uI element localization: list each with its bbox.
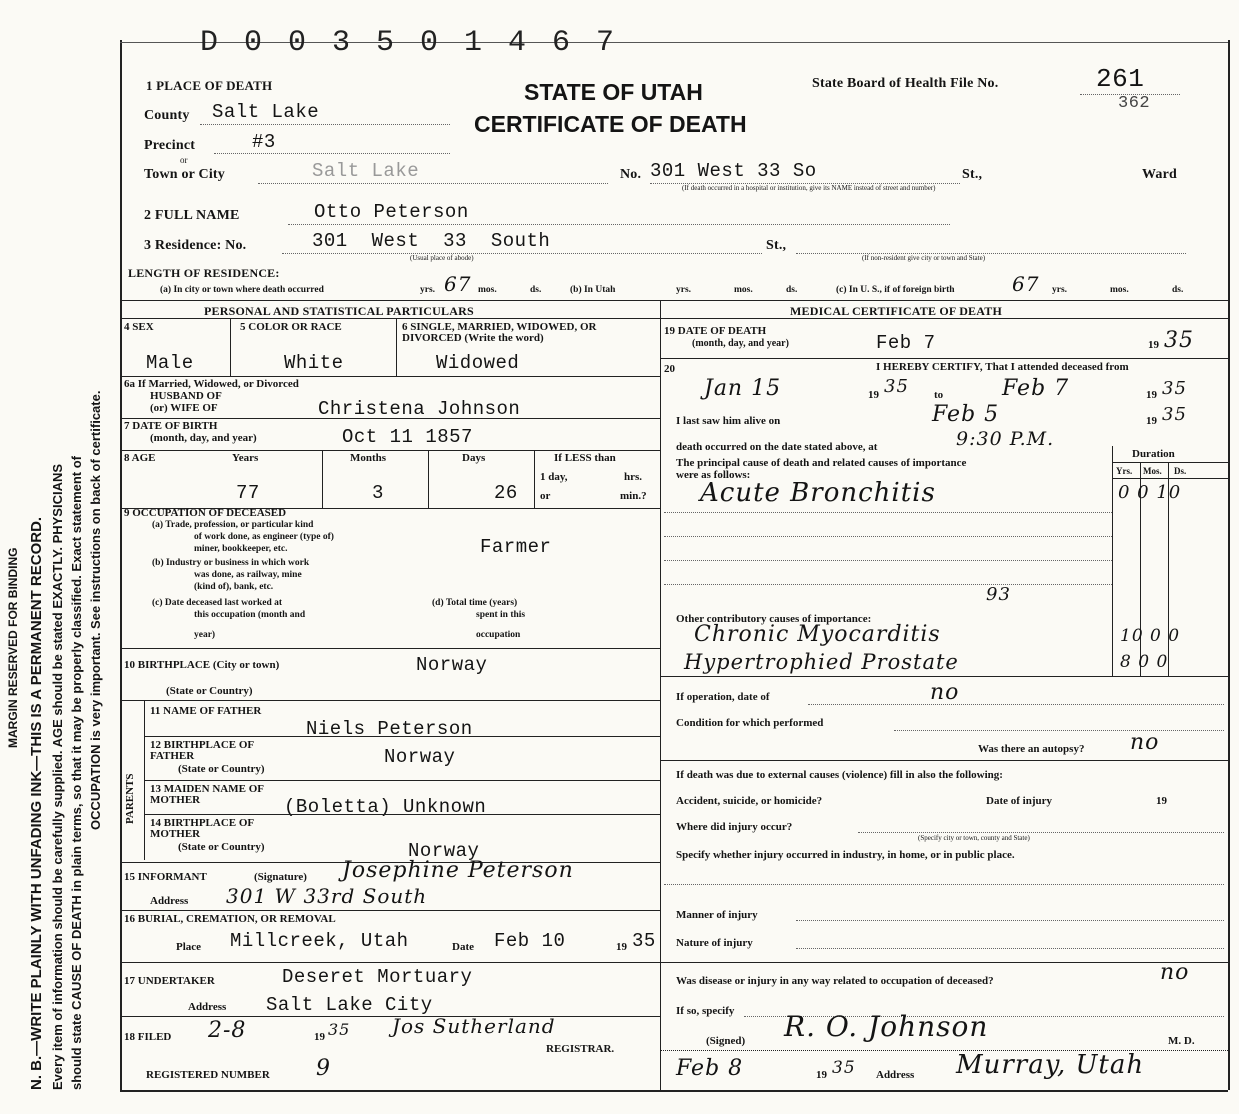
father-bp-value: Norway: [384, 746, 456, 768]
duration-rule-1: [1112, 462, 1228, 463]
condition-label: Condition for which performed: [676, 717, 824, 729]
occ-b-line-1: (b) Industry or business in which work: [152, 558, 310, 568]
in-utah-label: (b) In Utah: [570, 285, 616, 295]
informant-address: 301 W 33rd South: [226, 884, 428, 908]
spouse-label-2: HUSBAND OF: [150, 390, 222, 402]
physician-address: Murray, Utah: [956, 1050, 1145, 1080]
med-rule-1: [660, 358, 1228, 359]
burial-date-label: Date: [452, 941, 474, 953]
burial-year-value: 35: [632, 930, 656, 952]
undertaker-name: Deseret Mortuary: [282, 966, 473, 988]
row-rule-11: [120, 910, 660, 911]
row-rule-1: [120, 376, 660, 377]
row-rule-12: [120, 962, 660, 963]
dob-label-2: (month, day, and year): [150, 432, 257, 444]
age-years-value: 77: [236, 482, 260, 504]
spouse-label-1: 6a If Married, Widowed, or Divorced: [124, 378, 299, 390]
file-no-value: 261: [1096, 64, 1145, 94]
birthplace-state-label: (State or Country): [166, 685, 253, 697]
father-name-label: 11 NAME OF FATHER: [150, 705, 262, 717]
birthplace-label: 10 BIRTHPLACE (City or town): [124, 659, 280, 671]
row-rule-7: [144, 736, 660, 737]
residence-line: [282, 253, 762, 254]
city-ds-label: ds.: [530, 285, 542, 295]
filed-year: 35: [328, 1020, 351, 1039]
in-city-label: (a) In city or town where death occurred: [160, 285, 324, 295]
length-residence-label: LENGTH OF RESIDENCE:: [128, 266, 280, 280]
row-rule-9: [144, 814, 660, 815]
injury-specify-line: [664, 884, 1224, 885]
age-divider-2: [428, 450, 429, 508]
last-saw-yr-prefix: 19: [1146, 415, 1157, 427]
occ-b-line-2: was done, as railway, mine: [194, 570, 302, 580]
sign-year: 35: [832, 1058, 856, 1078]
margin-instructions-2: should state CAUSE OF DEATH in plain terms, so that it may be properly classified. Exact statement of: [69, 455, 84, 1090]
cause-label-2: were as follows:: [676, 469, 751, 481]
min-label: min.?: [620, 490, 647, 502]
mother-bp-state-label: (State or Country): [178, 841, 265, 853]
row-rule-6: [120, 700, 660, 701]
margin-binding-note: MARGIN RESERVED FOR BINDING: [6, 547, 20, 748]
us-ds-label: ds.: [1172, 285, 1184, 295]
outer-left-border: [120, 40, 122, 1090]
father-bp-label: 12 BIRTHPLACE OF FATHER: [150, 739, 254, 762]
operation-value: no: [930, 680, 960, 705]
row-rule-2: [120, 418, 660, 419]
street-no-label: No.: [620, 167, 642, 182]
burial-place-value: Millcreek, Utah: [230, 930, 409, 952]
ward-label: Ward: [1142, 167, 1178, 182]
town-label: Town or City: [144, 167, 225, 182]
occ-a-line-1: (a) Trade, profession, or particular kind: [152, 520, 314, 530]
principal-cause-duration: 0 0 10: [1118, 482, 1182, 503]
cause-label-1: The principal cause of death and related causes of importance: [676, 457, 967, 469]
age-months-value: 3: [372, 482, 384, 504]
undertaker-label: 17 UNDERTAKER: [124, 975, 215, 987]
nature-label: Nature of injury: [676, 937, 753, 949]
undertaker-address: Salt Lake City: [266, 994, 433, 1016]
mother-bp-label: 14 BIRTHPLACE OF MOTHER: [150, 817, 254, 840]
age-divider-3: [534, 450, 535, 508]
street-label: St.,: [962, 167, 983, 182]
principal-cause: Acute Bronchitis: [700, 478, 936, 508]
certify-label: I HEREBY CERTIFY, That I attended deceased from: [876, 361, 1129, 373]
color-marital-divider: [396, 318, 397, 376]
other-causes-label: Other contributory causes of importance:: [676, 613, 872, 625]
place-of-death-heading: 1 PLACE OF DEATH: [146, 78, 273, 93]
age-days-label: Days: [462, 452, 486, 464]
father-bp-state-label: (State or Country): [178, 763, 265, 775]
manner-label: Manner of injury: [676, 909, 758, 921]
filed-year-prefix: 19: [314, 1031, 325, 1043]
mother-name-label: 13 MAIDEN NAME OF MOTHER: [150, 783, 264, 806]
residence-label: 3 Residence: No.: [144, 238, 247, 253]
outer-right-border: [1228, 40, 1230, 1090]
sign-date: Feb 8: [676, 1056, 744, 1081]
occ-d-line-1: (d) Total time (years): [432, 598, 518, 608]
column-divider: [660, 300, 661, 1090]
external-causes-label: If death was due to external causes (violence) fill in also the following:: [676, 769, 1003, 781]
related-label: Was disease or injury in any way related to occupation of deceased?: [676, 975, 994, 987]
condition-line: [894, 730, 1224, 731]
row-rule-13: [120, 1016, 660, 1017]
informant-label: 15 INFORMANT: [124, 871, 207, 883]
informant-signature: Josephine Peterson: [342, 858, 574, 883]
physician-address-label: Address: [876, 1069, 915, 1081]
filed-label: 18 FILED: [124, 1031, 172, 1043]
precinct-label: Precinct: [144, 138, 196, 153]
date-of-death-label-2: (month, day, and year): [692, 338, 789, 349]
color-label: 5 COLOR OR RACE: [240, 321, 342, 333]
us-mos-label: mos.: [1110, 285, 1129, 295]
or-label: or: [540, 490, 551, 502]
dod-year-value: 35: [1164, 328, 1194, 353]
father-name-value: Niels Peterson: [306, 718, 473, 740]
title-state: STATE OF UTAH: [524, 79, 703, 105]
town-value: Salt Lake: [312, 160, 420, 182]
related-value: no: [1160, 960, 1190, 985]
row-rule-3: [120, 450, 660, 451]
or-connector: or: [180, 155, 188, 165]
marital-value: Widowed: [436, 352, 520, 374]
med-rule-2: [660, 676, 1228, 677]
occurred-label: death occurred on the date stated above, at: [676, 441, 878, 453]
city-yrs-value: 67: [444, 272, 472, 296]
operation-line: [808, 704, 1224, 705]
attended-to-label: to: [934, 389, 944, 401]
other-cause-2: Hypertrophied Prostate: [684, 650, 959, 674]
undertaker-address-label: Address: [188, 1001, 227, 1013]
in-us-label: (c) In U. S., if of foreign birth: [836, 285, 955, 295]
occupation-heading: 9 OCCUPATION OF DECEASED: [124, 507, 287, 519]
precinct-value: #3: [252, 131, 276, 153]
time-of-death: 9:30 P.M.: [956, 428, 1055, 450]
full-name-value: Otto Peterson: [314, 201, 469, 223]
duration-label: Duration: [1132, 448, 1175, 460]
nonresident-note: (If non-resident give city or town and State): [862, 254, 986, 262]
row-rule-5: [120, 648, 660, 649]
burial-date-value: Feb 10: [494, 930, 566, 952]
autopsy-label: Was there an autopsy?: [978, 743, 1085, 755]
cause-line-1: [664, 512, 1112, 513]
nonresident-line: [796, 253, 1186, 254]
less-than-label: If LESS than: [554, 452, 616, 464]
age-label: 8 AGE: [124, 452, 156, 464]
full-name-line: [288, 224, 950, 225]
date-of-death-label-1: 19 DATE OF DEATH: [664, 325, 767, 337]
age-months-label: Months: [350, 452, 387, 464]
attended-from-yr: 35: [884, 376, 909, 397]
duration-rule-2: [1112, 478, 1228, 479]
county-line: [200, 124, 450, 125]
injury-specify-label: Specify whether injury occurred in industry, in home, or in public place.: [676, 849, 1015, 861]
age-years-label: Years: [232, 452, 259, 464]
registered-number-label: REGISTERED NUMBER: [146, 1069, 270, 1081]
duration-col-ds: Ds.: [1174, 466, 1187, 476]
injury-where-line: [858, 832, 1224, 833]
duration-left-rule: [1112, 446, 1113, 676]
hospital-note: (If death occurred in a hospital or institution, give its NAME instead of street and number): [682, 184, 936, 192]
color-value: White: [284, 352, 344, 374]
occ-d-line-2: spent in this: [476, 610, 526, 620]
attended-from-yr-prefix: 19: [868, 389, 879, 401]
med-rule-4: [660, 962, 1228, 963]
street-no-value: 301 West 33 So: [650, 160, 817, 182]
attended-from: Jan 15: [704, 376, 782, 401]
burial-year-prefix: 19: [616, 941, 627, 953]
city-yrs-label: yrs.: [420, 285, 436, 295]
operation-label: If operation, date of: [676, 691, 770, 703]
registered-number-value: 9: [316, 1056, 331, 1081]
residence-value: 301 West 33 South: [312, 230, 551, 252]
registrar-label: REGISTRAR.: [546, 1043, 615, 1055]
county-value: Salt Lake: [212, 101, 320, 123]
dob-label-1: 7 DATE OF BIRTH: [124, 420, 218, 432]
other-cause-2-duration: 8 0 0: [1120, 652, 1169, 672]
medical-heading: MEDICAL CERTIFICATE OF DEATH: [790, 304, 1002, 318]
occ-d-line-3: occupation: [476, 630, 521, 640]
county-label: County: [144, 108, 190, 123]
occ-a-line-2: of work done, as engineer (type of): [194, 532, 334, 542]
last-saw-yr: 35: [1162, 404, 1187, 425]
row-rule-8: [144, 780, 660, 781]
dob-value: Oct 11 1857: [342, 426, 473, 448]
residence-st-label: St.,: [766, 238, 787, 253]
hrs-label: hrs.: [624, 471, 643, 483]
occ-c-line-3: year): [194, 630, 216, 640]
injury-where-label: Where did injury occur?: [676, 821, 793, 833]
certify-number: 20: [664, 363, 675, 375]
margin-instructions-3: OCCUPATION is very important. See instructions on back of certificate.: [88, 390, 103, 830]
margin-instructions-1: Every item of information should be carefully supplied. AGE should be stated EXACTLY. PHYSICIANS: [50, 463, 65, 1090]
filed-date: 2-8: [208, 1018, 247, 1043]
occupation-value: Farmer: [480, 536, 552, 558]
us-yrs-label: yrs.: [1052, 285, 1068, 295]
sex-label: 4 SEX: [124, 321, 154, 333]
us-yrs-value: 67: [1012, 272, 1040, 296]
birthplace-value: Norway: [416, 654, 488, 676]
physician-signature: R. O. Johnson: [784, 1010, 989, 1043]
parents-side-label: PARENTS: [124, 773, 136, 824]
informant-sig-label: (Signature): [254, 871, 307, 883]
sign-year-prefix: 19: [816, 1069, 827, 1081]
attended-to: Feb 7: [1002, 376, 1070, 401]
registrar-signature: Jos Sutherland: [392, 1014, 556, 1038]
marital-label: 6 SINGLE, MARRIED, WIDOWED, OR DIVORCED (Write the word): [402, 321, 597, 344]
sex-value: Male: [146, 352, 194, 374]
other-cause-1-duration: 10 0 0: [1120, 626, 1181, 646]
accident-label: Accident, suicide, or homicide?: [676, 795, 823, 807]
spacer-a: [140, 318, 141, 319]
mother-name-value: (Boletta) Unknown: [284, 796, 487, 818]
outer-bottom-border: [120, 1090, 1228, 1092]
section-divider-top: [120, 300, 1228, 301]
nature-line: [796, 948, 1224, 949]
burial-label: 16 BURIAL, CREMATION, OR REMOVAL: [124, 913, 336, 925]
occ-c-line-1: (c) Date deceased last worked at: [152, 598, 283, 608]
utah-mos-label: mos.: [734, 285, 753, 295]
margin-write-plainly: N. B.—WRITE PLAINLY WITH UNFADING INK—THIS IS A PERMANENT RECORD.: [28, 516, 45, 1090]
dod-year-prefix: 19: [1148, 339, 1159, 351]
age-days-value: 26: [494, 482, 518, 504]
last-saw-value: Feb 5: [932, 402, 1000, 427]
duration-col-yrs: Yrs.: [1116, 466, 1133, 476]
cause-code: 93: [986, 584, 1011, 605]
other-cause-1: Chronic Myocarditis: [694, 622, 941, 647]
attended-to-yr: 35: [1162, 378, 1187, 399]
full-name-label: 2 FULL NAME: [144, 208, 240, 223]
injury-year-prefix: 19: [1156, 795, 1167, 807]
serial-number: D 0 0 3 5 0 1 4 6 7: [200, 26, 619, 60]
age-divider-1: [322, 450, 323, 508]
precinct-line: [214, 153, 450, 154]
sex-color-divider: [230, 318, 231, 376]
spouse-label-3: (or) WIFE OF: [150, 402, 218, 414]
occ-a-line-3: miner, bookkeeper, etc.: [194, 544, 288, 554]
personal-heading: PERSONAL AND STATISTICAL PARTICULARS: [204, 304, 474, 318]
cause-line-3: [664, 560, 1112, 561]
md-label: M. D.: [1168, 1035, 1195, 1047]
city-mos-label: mos.: [478, 285, 497, 295]
abode-note: (Usual place of abode): [410, 254, 474, 262]
town-line: [258, 183, 608, 184]
if-so-label: If so, specify: [676, 1005, 735, 1017]
manner-line: [796, 920, 1224, 921]
injury-date-label: Date of injury: [986, 795, 1052, 807]
med-rule-3: [660, 760, 1228, 761]
signed-label: (Signed): [706, 1035, 746, 1047]
occ-b-line-3: (kind of), bank, etc.: [194, 582, 274, 592]
utah-yrs-label: yrs.: [676, 285, 692, 295]
occ-c-line-2: this occupation (month and: [194, 610, 306, 620]
burial-place-label: Place: [176, 941, 202, 953]
mother-bp-value: Norway: [408, 840, 480, 862]
informant-address-label: Address: [150, 895, 189, 907]
utah-ds-label: ds.: [786, 285, 798, 295]
cause-line-2: [664, 536, 1112, 537]
date-of-death-value: Feb 7: [876, 332, 936, 354]
file-no-label: State Board of Health File No.: [812, 76, 999, 91]
one-day-label: 1 day,: [540, 471, 568, 483]
last-saw-label: I last saw him alive on: [676, 415, 781, 427]
attended-to-yr-prefix: 19: [1146, 389, 1157, 401]
file-no-secondary: 362: [1118, 94, 1151, 113]
spouse-value: Christena Johnson: [318, 398, 521, 420]
duration-col-mos: Mos.: [1143, 466, 1162, 476]
title-certificate: CERTIFICATE OF DEATH: [474, 111, 747, 137]
injury-where-note: (Specify city or town, county and State): [918, 834, 1030, 842]
cause-line-4: [664, 584, 1112, 585]
autopsy-value: no: [1130, 730, 1160, 755]
